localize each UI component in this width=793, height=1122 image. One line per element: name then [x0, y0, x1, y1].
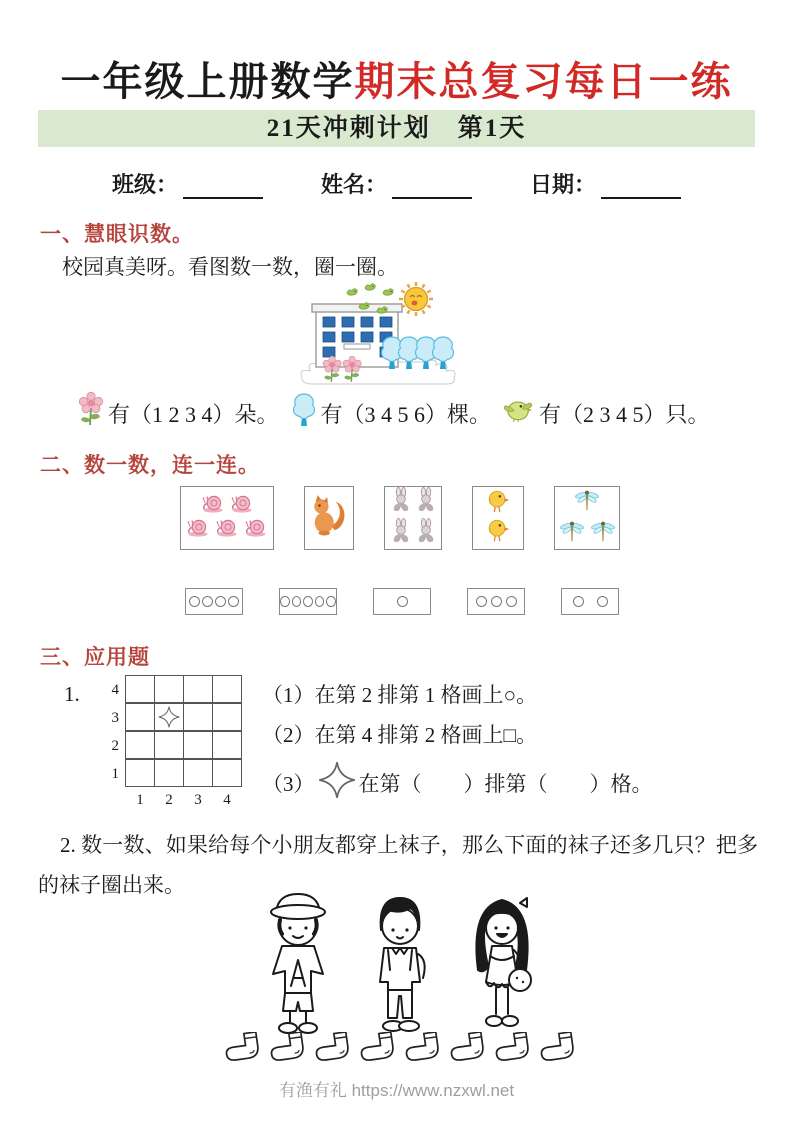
- squirrel-icon: [310, 493, 348, 544]
- name-blank: [392, 179, 472, 199]
- footer-text: 有渔有礼 https://www.nzxwl.net: [278, 1081, 515, 1100]
- count-circle: [506, 596, 517, 607]
- flowers-count-text: 有（1 2 3 4）朵。: [108, 401, 279, 427]
- counts-row: [78, 392, 710, 434]
- count-circle: [326, 596, 336, 607]
- socks-row: [222, 1032, 577, 1071]
- grid-col-label: 4: [223, 792, 231, 808]
- grid-col-label: 3: [194, 792, 202, 808]
- sock-icon: [537, 1032, 577, 1071]
- circle-box-2: [561, 588, 619, 615]
- count-circle: [202, 596, 213, 607]
- count-circle: [597, 596, 608, 607]
- chick-icon: [486, 518, 510, 547]
- grid-cell: [154, 759, 184, 787]
- position-grid: [100, 676, 242, 809]
- name-field: [321, 168, 472, 199]
- bird-icon: [503, 397, 535, 429]
- trees-count-text: 有（3 4 5 6）棵。: [320, 401, 492, 427]
- grid-cell: [212, 703, 242, 731]
- count-circle: [573, 596, 584, 607]
- grid-cell: [212, 731, 242, 759]
- count-item-birds: [503, 397, 710, 429]
- dragonfly-icon: [573, 487, 601, 518]
- child-girl-with-bag: [456, 890, 548, 1043]
- q1-item-3: [262, 761, 653, 807]
- count-circle: [315, 596, 325, 607]
- class-label: 班级：: [112, 172, 179, 197]
- snail-icon: [214, 518, 240, 542]
- picture-box-snail: [180, 486, 274, 550]
- four-point-star-icon: [318, 761, 356, 807]
- picture-boxes: [180, 486, 620, 550]
- name-label: 姓名：: [321, 172, 388, 197]
- count-circle: [491, 596, 502, 607]
- grid-cell-with-star: [154, 703, 184, 731]
- class-field: [112, 168, 263, 199]
- count-circle: [476, 596, 487, 607]
- school-scene-svg: [296, 280, 464, 394]
- grid-cell: [212, 675, 242, 703]
- circle-box-4: [185, 588, 243, 615]
- circle-box-5: [279, 588, 337, 615]
- grid-cell: [125, 703, 155, 731]
- sock-icon: [402, 1032, 442, 1071]
- picture-box-squirrel: [304, 486, 354, 550]
- grid-row-label: 3: [111, 710, 119, 726]
- circle-box-3: [467, 588, 525, 615]
- page-title: [0, 50, 793, 107]
- picture-box-chick: [472, 486, 524, 550]
- grid-cell: [125, 759, 155, 787]
- rabbit-icon: [390, 487, 412, 518]
- snail-icon: [185, 518, 211, 542]
- q1-items: [262, 681, 653, 818]
- rabbit-icon: [390, 518, 412, 549]
- count-circle: [228, 596, 239, 607]
- grid-cell: [125, 675, 155, 703]
- class-blank: [183, 179, 263, 199]
- date-blank: [601, 179, 681, 199]
- count-circle: [215, 596, 226, 607]
- q1-item-2: （2）在第 4 排第 2 格画上□。: [262, 723, 538, 747]
- banner: 21天冲刺计划 第1天: [38, 110, 755, 147]
- count-circle: [397, 596, 408, 607]
- tree-icon: [291, 393, 317, 433]
- child-boy-with-cap: [252, 890, 344, 1043]
- child-boy-with-backpack: [354, 890, 446, 1043]
- q1-item-3-suffix: 在第（ ）排第（ ）格。: [358, 771, 653, 796]
- snail-icon: [229, 494, 255, 518]
- count-circle: [292, 596, 302, 607]
- count-item-trees: [291, 393, 492, 433]
- grid-cell: [154, 675, 184, 703]
- picture-box-dragonfly: [554, 486, 620, 550]
- chick-icon: [486, 489, 510, 518]
- sock-icon: [492, 1032, 532, 1071]
- date-label: 日期：: [530, 172, 597, 197]
- grid-row-label: 2: [111, 738, 119, 754]
- grid-col-label: 1: [136, 792, 144, 808]
- sock-icon: [447, 1032, 487, 1071]
- sock-icon: [357, 1032, 397, 1071]
- sock-icon: [312, 1032, 352, 1071]
- q1-item-3-prefix: （3）: [262, 771, 315, 796]
- section3-heading: 三、应用题: [40, 645, 150, 669]
- grid-cell: [183, 675, 213, 703]
- count-circle: [280, 596, 290, 607]
- q1-number: 1.: [64, 682, 80, 706]
- rabbit-icon: [415, 518, 437, 549]
- q2-text: 2. 数一数、如果给每个小朋友都穿上袜子，那么下面的袜子还多几只？把多的袜子圈出来。: [38, 833, 758, 897]
- title-black: 一年级上册数学: [60, 59, 355, 104]
- grid-cell: [183, 759, 213, 787]
- snail-icon: [243, 518, 269, 542]
- grid-row-label: 4: [111, 682, 119, 698]
- birds-count-text: 有（2 3 4 5）只。: [539, 401, 710, 427]
- children-row: [252, 890, 548, 1043]
- section1-intro: 校园真美呀。看图数一数，圈一圈。: [62, 255, 398, 279]
- grid-cell: [125, 731, 155, 759]
- grid-cell: [183, 731, 213, 759]
- grid-cell: [183, 703, 213, 731]
- circle-boxes: [185, 588, 619, 615]
- grid-row-label: 1: [111, 766, 119, 782]
- flower-icon: [78, 392, 104, 434]
- info-row: [112, 168, 681, 199]
- sock-icon: [267, 1032, 307, 1071]
- grid-cell: [154, 731, 184, 759]
- dragonfly-icon: [589, 518, 617, 549]
- count-circle: [189, 596, 200, 607]
- circle-box-1: [373, 588, 431, 615]
- picture-box-rabbit: [384, 486, 442, 550]
- count-item-flowers: [78, 392, 279, 434]
- q1-item-1: （1）在第 2 排第 1 格画上○。: [262, 683, 538, 707]
- rabbit-icon: [415, 487, 437, 518]
- sock-icon: [222, 1032, 262, 1071]
- snail-icon: [200, 494, 226, 518]
- count-circle: [303, 596, 313, 607]
- section2-heading: 二、数一数，连一连。: [40, 453, 260, 477]
- grid-col-label: 2: [165, 792, 173, 808]
- date-field: [530, 168, 681, 199]
- title-red: 期末总复习每日一练: [354, 59, 733, 104]
- section1-heading: 一、慧眼识数。: [40, 222, 194, 246]
- school-scene: [296, 280, 464, 399]
- dragonfly-icon: [558, 518, 586, 549]
- grid-cell: [212, 759, 242, 787]
